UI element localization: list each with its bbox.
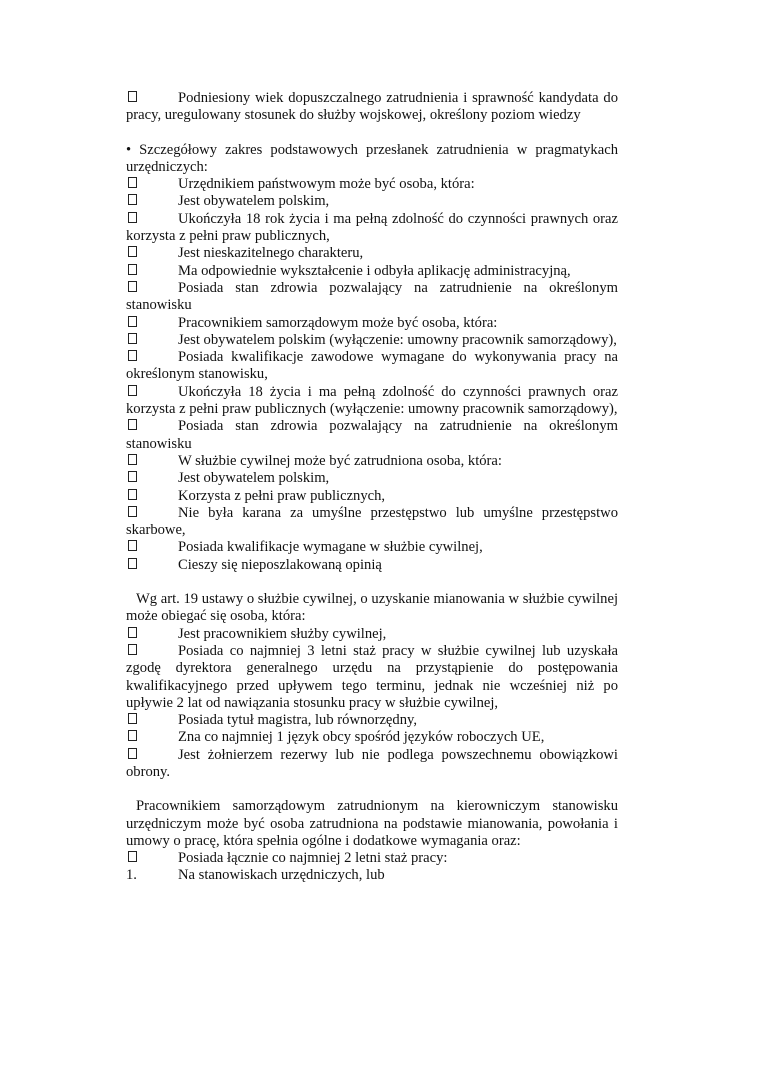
box-glyph-icon: [128, 350, 137, 361]
list-item: [126, 505, 618, 540]
paragraph-text: • Szczegółowy zakres podstawowych przesłanek zatrudnienia w pragmatykach urzędniczych:: [126, 141, 618, 175]
document-body: [126, 90, 618, 885]
list-item: [126, 90, 618, 125]
list-item-text: Jest pracownikiem służby cywilnej,: [178, 625, 387, 642]
box-glyph-icon: [128, 730, 137, 741]
list-item-text: Jest obywatelem polskim,: [178, 193, 330, 210]
box-glyph-icon: [128, 316, 137, 327]
paragraph-text: Wg art. 19 ustawy o służbie cywilnej, o uzyskanie mianowania w służbie cywilnej może obiegać się osoba, która:: [126, 591, 618, 625]
list-item: [126, 557, 618, 574]
box-glyph-icon: [128, 91, 137, 102]
list-item-text: Nie była karana za umyślne przestępstwo lub umyślne przestępstwo skarbowe,: [126, 504, 618, 539]
list-item: [126, 418, 618, 453]
list-item: [126, 245, 618, 262]
missing-glyph-bullet-icon: [126, 557, 178, 574]
list-item-text: Podniesiony wiek dopuszczalnego zatrudnienia i sprawność kandydata do pracy, uregulowany stosunek do służby wojskowej, określony poziom wiedzy: [126, 90, 618, 124]
box-glyph-icon: [128, 264, 137, 275]
paragraph-gap: [126, 574, 618, 591]
list-item: [126, 539, 618, 556]
missing-glyph-bullet-icon: [126, 418, 178, 435]
missing-glyph-bullet-icon: [126, 470, 178, 487]
list-item: [126, 626, 618, 643]
list-item-text: Posiada stan zdrowia pozwalający na zatrudnienie na określonym stanowisku: [126, 418, 618, 452]
box-glyph-icon: [128, 558, 137, 569]
list-item-text: Jest obywatelem polskim (wyłączenie: umowny pracownik samorządowy),: [178, 331, 617, 348]
list-item: [126, 211, 618, 246]
box-glyph-icon: [128, 627, 137, 638]
paragraph-gap: [126, 125, 618, 142]
box-glyph-icon: [128, 644, 137, 655]
missing-glyph-bullet-icon: [126, 626, 178, 643]
box-glyph-icon: [128, 281, 137, 292]
missing-glyph-bullet-icon: [126, 176, 178, 193]
missing-glyph-bullet-icon: [126, 211, 178, 228]
box-glyph-icon: [128, 471, 137, 482]
list-item-text: Ukończyła 18 życia i ma pełną zdolność do czynności prawnych oraz korzysta z pełni praw publicznych (wyłączenie: umowny pracownik samorządowy),: [126, 383, 618, 418]
list-item: [126, 850, 618, 867]
list-item: [126, 488, 618, 505]
missing-glyph-bullet-icon: [126, 332, 178, 349]
list-item: [126, 349, 618, 384]
paragraph-gap: [126, 781, 618, 798]
list-item-text: Ukończyła 18 rok życia i ma pełną zdolność do czynności prawnych oraz korzysta z pełni praw publicznych,: [126, 210, 618, 245]
box-glyph-icon: [128, 851, 137, 862]
list-item: [126, 280, 618, 315]
list-item-text: Posiada stan zdrowia pozwalający na zatrudnienie na określonym stanowisku: [126, 279, 618, 314]
list-number: 1.: [126, 867, 137, 884]
list-item-text: Jest nieskazitelnego charakteru,: [178, 245, 364, 262]
list-item: [126, 176, 618, 193]
list-item-text: Korzysta z pełni praw publicznych,: [178, 487, 386, 504]
list-item-text: Ma odpowiednie wykształcenie i odbyła aplikację administracyjną,: [178, 262, 571, 279]
list-item-text: Pracownikiem samorządowym może być osoba, która:: [178, 314, 498, 331]
list-item: [126, 384, 618, 419]
list-item-text: Posiada kwalifikacje zawodowe wymagane do wykonywania pracy na określonym stanowisku,: [126, 349, 618, 383]
missing-glyph-bullet-icon: [126, 539, 178, 556]
paragraph: [126, 142, 618, 177]
list-item: [126, 712, 618, 729]
box-glyph-icon: [128, 212, 137, 223]
box-glyph-icon: [128, 540, 137, 551]
box-glyph-icon: [128, 385, 137, 396]
list-item-text: Zna co najmniej 1 język obcy spośród języków roboczych UE,: [178, 729, 545, 746]
list-item: [126, 193, 618, 210]
missing-glyph-bullet-icon: [126, 488, 178, 505]
missing-glyph-bullet-icon: [126, 453, 178, 470]
missing-glyph-bullet-icon: [126, 505, 178, 522]
missing-glyph-bullet-icon: [126, 315, 178, 332]
paragraph-text: Pracownikiem samorządowym zatrudnionym na kierowniczym stanowisku urzędniczym może być osoba zatrudniona na podstawie mianowania, powołania i umowy o pracę, która spełnia ogólne i dodatkowe wymagania oraz:: [126, 798, 618, 849]
missing-glyph-bullet-icon: [126, 729, 178, 746]
list-item-text: Urzędnikiem państwowym może być osoba, która:: [178, 176, 475, 193]
missing-glyph-bullet-icon: [126, 90, 178, 107]
missing-glyph-bullet-icon: [126, 193, 178, 210]
list-item-text: Na stanowiskach urzędniczych, lub: [178, 867, 385, 884]
box-glyph-icon: [128, 506, 137, 517]
missing-glyph-bullet-icon: [126, 349, 178, 366]
missing-glyph-bullet-icon: [126, 384, 178, 401]
list-item: [126, 747, 618, 782]
list-item: [126, 643, 618, 712]
list-item: [126, 453, 618, 470]
list-item: [126, 867, 618, 884]
box-glyph-icon: [128, 748, 137, 759]
list-item: [126, 470, 618, 487]
list-item: [126, 263, 618, 280]
list-item: [126, 332, 618, 349]
box-glyph-icon: [128, 333, 137, 344]
missing-glyph-bullet-icon: [126, 245, 178, 262]
box-glyph-icon: [128, 713, 137, 724]
missing-glyph-bullet-icon: [126, 280, 178, 297]
list-item-text: Posiada kwalifikacje wymagane w służbie cywilnej,: [178, 539, 483, 556]
box-glyph-icon: [128, 246, 137, 257]
box-glyph-icon: [128, 454, 137, 465]
list-item: [126, 729, 618, 746]
box-glyph-icon: [128, 177, 137, 188]
list-item-text: Posiada tytuł magistra, lub równorzędny,: [178, 712, 417, 729]
paragraph: [126, 798, 618, 850]
missing-glyph-bullet-icon: [126, 747, 178, 764]
list-item-text: Cieszy się nieposzlakowaną opinią: [178, 556, 382, 573]
list-item-text: Jest żołnierzem rezerwy lub nie podlega powszechnemu obowiązkowi obrony.: [126, 746, 618, 780]
list-item-text: Posiada co najmniej 3 letni staż pracy w służbie cywilnej lub uzyskała zgodę dyrektora generalnego urzędu na przystąpienie do postępowania kwalifikacyjnego przed upływem tego terminu, jednak nie wcześniej niż po upływie 2 lat od nawiązania stosunku pracy w służbie cywilnej,: [126, 642, 618, 711]
list-item: [126, 315, 618, 332]
list-item-text: Jest obywatelem polskim,: [178, 470, 330, 487]
missing-glyph-bullet-icon: [126, 263, 178, 280]
paragraph: [126, 591, 618, 626]
box-glyph-icon: [128, 194, 137, 205]
list-item-text: W służbie cywilnej może być zatrudniona osoba, która:: [178, 452, 502, 469]
missing-glyph-bullet-icon: [126, 712, 178, 729]
list-item-text: Posiada łącznie co najmniej 2 letni staż pracy:: [178, 850, 448, 867]
box-glyph-icon: [128, 489, 137, 500]
missing-glyph-bullet-icon: [126, 850, 178, 867]
box-glyph-icon: [128, 419, 137, 430]
missing-glyph-bullet-icon: [126, 643, 178, 660]
